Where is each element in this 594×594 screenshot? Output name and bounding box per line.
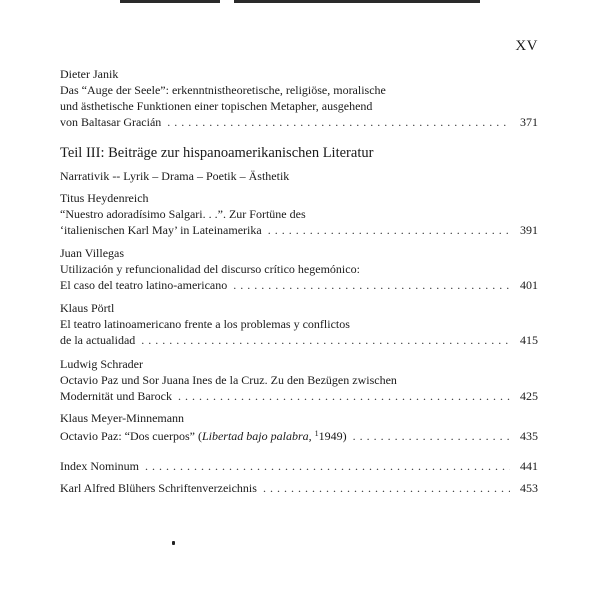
dot-leader (178, 388, 510, 404)
entry-leader-line (60, 426, 538, 444)
entry-leader-line (60, 332, 538, 348)
top-rule (120, 0, 480, 3)
entry-leader-line (60, 480, 538, 496)
entry-author: Ludwig Schrader (60, 357, 143, 371)
table-of-contents (60, 66, 538, 496)
page-number: XV (515, 38, 538, 54)
entry-page: 401 (520, 278, 538, 292)
entry-title-line: “Nuestro adoradísimo Salgari. . .”. Zur Fortüne des (60, 207, 306, 221)
ink-speck (172, 541, 175, 545)
entry-title-last: de la actualidad (60, 333, 136, 347)
toc-entry-meyer-minnemann (60, 410, 538, 444)
section-subtitle: Narrativik -- Lyrik – Drama – Poetik – Ästhetik (60, 169, 290, 183)
entry-leader-line (60, 388, 538, 404)
entry-title-last (60, 426, 347, 444)
toc-entry-portl (60, 300, 538, 348)
entry-author: Klaus Meyer-Minnemann (60, 411, 185, 425)
entry-title-line: El teatro latinoamericano frente a los problemas y conflictos (60, 317, 350, 331)
entry-leader-line (60, 458, 538, 474)
entry-page: 425 (520, 389, 538, 403)
entry-title-last: Modernität und Barock (60, 389, 172, 403)
toc-entry-janik (60, 66, 538, 130)
entry-title-line: und ästhetische Funktionen einer topischen Metapher, ausgehend (60, 99, 373, 113)
dot-leader (141, 332, 510, 348)
title-suffix: 1949) (318, 429, 347, 443)
toc-entry-villegas (60, 245, 538, 293)
entry-leader-line (60, 114, 538, 130)
entry-title-last: El caso del teatro latino-americano (60, 278, 228, 292)
entry-author: Klaus Pörtl (60, 301, 115, 315)
dot-leader (233, 277, 510, 293)
title-italic: Libertad bajo palabra, (201, 429, 312, 443)
entry-leader-line (60, 222, 538, 238)
title-superscript: 1 (314, 429, 319, 438)
entry-page: 371 (520, 115, 538, 129)
title-prefix: Octavio Paz: “Dos cuerpos” ( (60, 429, 202, 443)
entry-page: 441 (520, 459, 538, 473)
entry-author: Titus Heydenreich (60, 191, 149, 205)
entry-leader-line (60, 277, 538, 293)
entry-page: 415 (520, 333, 538, 347)
entry-author: Juan Villegas (60, 246, 125, 260)
toc-entry-heydenreich (60, 190, 538, 238)
rule-gap (220, 0, 234, 3)
entry-title-line: Das “Auge der Seele”: erkenntnistheoretische, religiöse, moralische (60, 83, 386, 97)
dot-leader (167, 114, 510, 130)
toc-entry-schrader (60, 356, 538, 404)
dot-leader (268, 222, 510, 238)
section-title: Teil III: Beiträge zur hispanoamerikanischen Literatur (60, 145, 374, 161)
entry-page: 453 (520, 481, 538, 495)
dot-leader (353, 428, 510, 444)
toc-entry-schriftenverzeichnis (60, 480, 538, 496)
entry-title-last: ‘italienischen Karl May’ in Lateinamerika (60, 223, 262, 237)
toc-entry-index (60, 458, 538, 474)
entry-author: Dieter Janik (60, 67, 119, 81)
entry-label: Karl Alfred Blühers Schriftenverzeichnis (60, 481, 257, 495)
entry-title-last: von Baltasar Gracián (60, 115, 162, 129)
entry-page: 391 (520, 223, 538, 237)
entry-page: 435 (520, 429, 538, 443)
dot-leader (145, 458, 510, 474)
entry-title-line: Octavio Paz und Sor Juana Ines de la Cruz. Zu den Bezügen zwischen (60, 373, 397, 387)
dot-leader (263, 480, 510, 496)
entry-title-line: Utilización y refuncionalidad del discurso crítico hegemónico: (60, 262, 360, 276)
entry-label: Index Nominum (60, 459, 139, 473)
